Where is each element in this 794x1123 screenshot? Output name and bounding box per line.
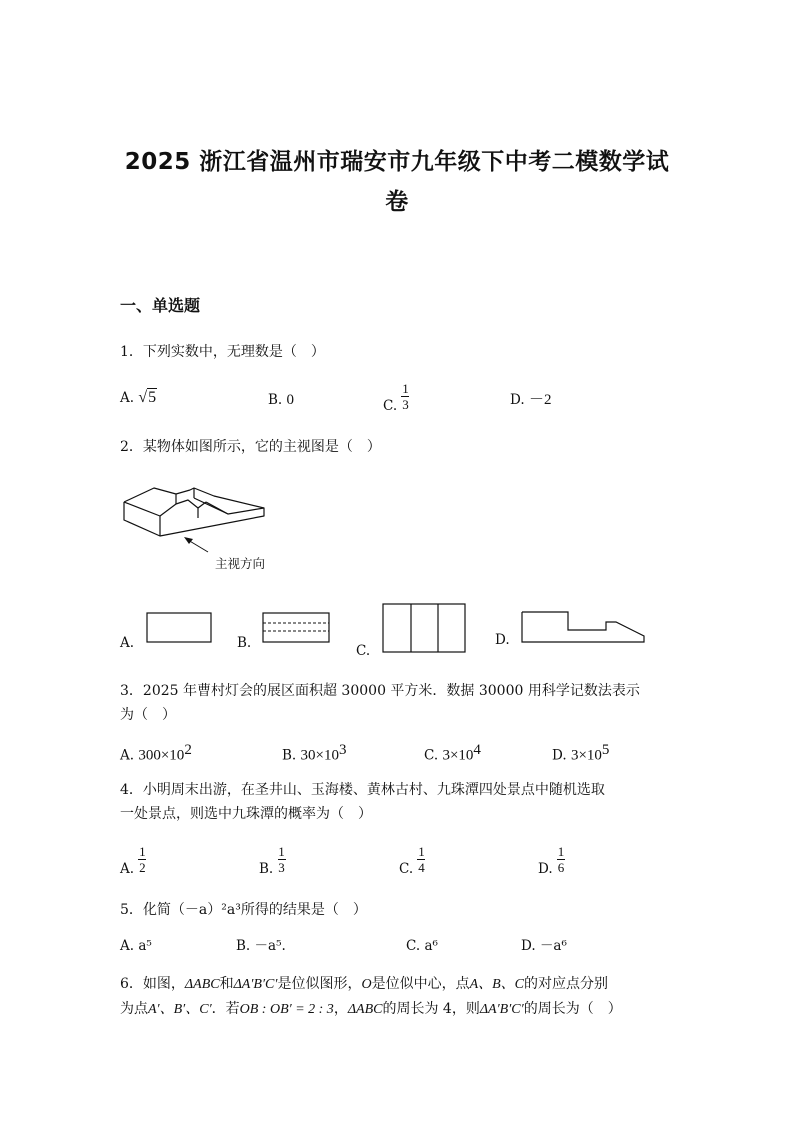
question-6-line2 xyxy=(120,997,680,1022)
q6-math: A′、B′、C′ xyxy=(148,1002,212,1017)
q4-option-b xyxy=(259,844,286,877)
fraction xyxy=(417,845,425,874)
q1-option-b xyxy=(268,390,294,410)
denominator: 6 xyxy=(557,860,565,875)
q6-math: A、B、C xyxy=(469,977,525,992)
fraction xyxy=(138,845,146,874)
option-label: D. xyxy=(521,938,536,954)
option-label: C. xyxy=(399,861,414,877)
q6-text: 6．如图， xyxy=(120,976,185,992)
option-label: D. xyxy=(552,747,567,764)
numerator: 1 xyxy=(139,844,146,859)
option-label: C. xyxy=(383,398,398,414)
section-header: 一、单选题 xyxy=(120,296,201,315)
fraction xyxy=(557,845,565,874)
q6-math: ΔA′B′C′ xyxy=(233,977,278,992)
q2-option-a-label: A. xyxy=(120,635,135,651)
question-5-stem: 5．化简（－a）²a³所得的结果是（ ） xyxy=(120,902,367,918)
option-label: A. xyxy=(120,747,135,764)
q5-option-c xyxy=(406,936,438,956)
radicand: 5 xyxy=(148,389,157,406)
option-value: a⁵ xyxy=(138,938,152,954)
q2-option-a-figure xyxy=(146,612,214,644)
question-4-line1: 4．小明周末出游，在圣井山、玉海楼、黄林古村、九珠潭四处景点中随机选取 xyxy=(120,782,605,798)
question-1-stem: 1．下列实数中，无理数是（ ） xyxy=(120,344,325,360)
q3-option-c xyxy=(424,740,481,766)
q6-text: 为点 xyxy=(120,1001,148,1017)
denominator: 4 xyxy=(418,860,425,875)
option-base: 3×10 xyxy=(570,747,602,764)
question-6-line1 xyxy=(120,972,680,997)
view-direction-caption: 主视方向 xyxy=(215,556,266,571)
q4-option-c xyxy=(399,844,425,877)
denominator: 2 xyxy=(139,860,146,875)
option-exponent: 3 xyxy=(338,742,347,758)
denominator: 3 xyxy=(402,397,409,412)
option-exponent: 2 xyxy=(184,742,192,758)
option-label: B. xyxy=(259,861,274,877)
option-value: 0 xyxy=(286,392,295,408)
option-label: A. xyxy=(120,390,135,406)
option-label: A. xyxy=(120,861,135,877)
q1-option-d xyxy=(510,390,551,410)
option-base: 3×10 xyxy=(442,747,474,764)
q3-option-b xyxy=(282,740,346,766)
question-3-stem xyxy=(120,679,640,727)
option-label: B. xyxy=(282,747,297,764)
question-2-stem: 2．某物体如图所示，它的主视图是（ ） xyxy=(120,439,381,455)
q6-text: 是位似图形， xyxy=(277,976,362,992)
option-value: －a⁶ xyxy=(539,938,567,954)
q6-text: 和 xyxy=(219,976,234,992)
q6-text: ， xyxy=(333,1001,348,1017)
q6-math: ΔA′B′C′ xyxy=(479,1002,524,1017)
q2-option-c-label: C. xyxy=(356,643,371,659)
q6-math: O xyxy=(361,977,372,992)
exam-title-line1: 2025 浙江省温州市瑞安市九年级下中考二模数学试 xyxy=(124,149,670,175)
q6-math: OB : OB′ = 2 : 3 xyxy=(239,1002,334,1017)
numerator: 1 xyxy=(402,381,409,396)
q3-option-d xyxy=(552,740,609,766)
q4-option-a xyxy=(120,844,146,877)
numerator: 1 xyxy=(557,844,565,859)
exam-title-line2: 卷 xyxy=(385,189,409,215)
option-base: 30×10 xyxy=(300,747,339,764)
fraction xyxy=(401,382,409,411)
question-3-line1: 3．2025 年曹村灯会的展区面积超 30000 平方米．数据 30000 用科学记数法表示 xyxy=(120,683,640,699)
exam-title xyxy=(110,142,684,222)
option-exponent: 5 xyxy=(601,742,610,758)
option-label: D. xyxy=(510,392,525,408)
q6-text: 的周长为 4，则 xyxy=(382,1001,480,1017)
denominator: 3 xyxy=(278,860,285,875)
q2-option-b-label: B. xyxy=(237,635,252,651)
option-value: －2 xyxy=(528,392,552,408)
q5-option-a xyxy=(120,936,152,956)
q6-text: 的对应点分别 xyxy=(524,976,609,992)
option-value: －a⁵. xyxy=(254,938,286,954)
q1-option-c xyxy=(383,381,409,414)
q5-option-d xyxy=(521,936,567,956)
question-6-stem xyxy=(120,972,680,1022)
q4-option-d xyxy=(538,844,565,877)
option-label: C. xyxy=(406,938,421,954)
option-base: 300×10 xyxy=(138,747,185,764)
question-4-stem xyxy=(120,778,605,826)
numerator: 1 xyxy=(418,844,425,859)
numerator: 1 xyxy=(278,844,285,859)
fraction xyxy=(278,845,286,874)
q2-option-c-figure xyxy=(382,603,468,655)
question-3-line2: 为（ ） xyxy=(120,707,176,723)
q6-text: ．若 xyxy=(211,1001,240,1017)
option-label: D. xyxy=(538,861,553,877)
q2-option-d-figure xyxy=(520,610,648,644)
q2-option-d-label: D. xyxy=(495,632,510,648)
option-value: a⁶ xyxy=(424,938,438,954)
option-label: A. xyxy=(120,938,135,954)
q3-option-a xyxy=(120,740,192,766)
q6-math: ΔABC xyxy=(347,1002,383,1017)
q2-option-b-figure xyxy=(262,612,332,644)
option-label: B. xyxy=(236,938,251,954)
option-label: B. xyxy=(268,392,283,408)
question-4-line2: 一处景点，则选中九珠潭的概率为（ ） xyxy=(120,806,372,822)
option-label: C. xyxy=(424,747,439,764)
q6-text: 是位似中心，点 xyxy=(371,976,470,992)
q5-option-b xyxy=(236,936,286,956)
q6-math: ΔABC xyxy=(184,977,220,992)
q6-text: 的周长为（ ） xyxy=(523,1001,622,1017)
sqrt-expression: √5 xyxy=(138,389,157,406)
option-exponent: 4 xyxy=(473,742,481,758)
q1-option-a xyxy=(120,388,157,408)
